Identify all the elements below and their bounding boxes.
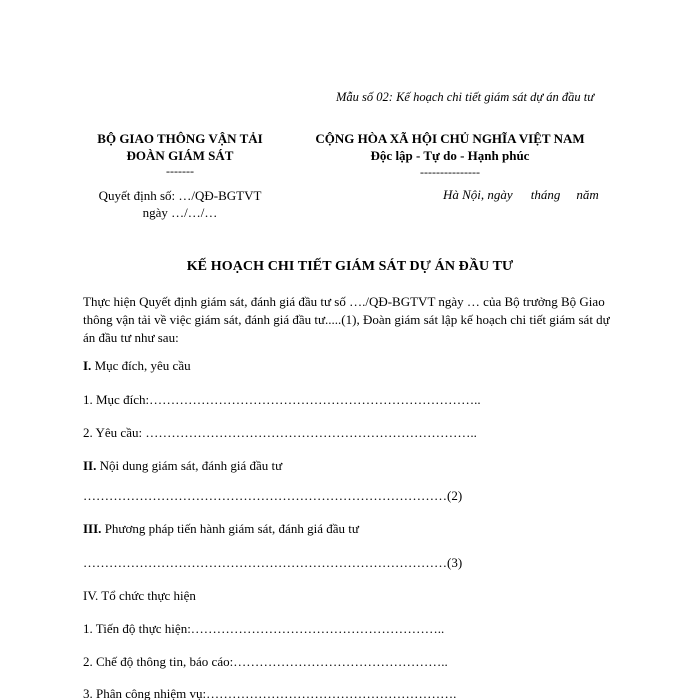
form-number-note: Mẫu số 02: Kế hoạch chi tiết giám sát dự án đầu tư (336, 90, 595, 104)
section-4-heading: IV. Tổ chức thực hiện (83, 588, 196, 603)
decision-number: Quyết định số: …/QĐ-BGTVT (98, 188, 262, 203)
date-month: tháng (530, 187, 561, 202)
national-motto-header (285, 130, 615, 180)
section-3-fill-line: …………………………………………………………………………(3) (83, 555, 463, 570)
section-1-title: Mục đích, yêu cầu (91, 358, 191, 373)
section-2-number: II. (83, 458, 97, 473)
issuing-agency-header (70, 130, 290, 179)
section-1-item-purpose: 1. Mục đích:………………………………………………………………….. (83, 392, 481, 407)
agency-separator: ------- (166, 164, 194, 178)
intro-paragraph: Thực hiện Quyết định giám sát, đánh giá đầu tư số …./QĐ-BGTVT ngày … của Bộ trưởng Bộ Giao thông vận tải về việc giám sát, đánh giá đầu tư.....(1), Đoàn giám sát lập kế hoạch chi tiết giám sát dự án đầu tư như sau: (83, 294, 610, 345)
section-2-title: Nội dung giám sát, đánh giá đầu tư (96, 458, 283, 473)
motto-separator: --------------- (420, 165, 480, 179)
section-1-number: I. (83, 358, 92, 373)
section-1-item-requirement: 2. Yêu cầu: ………………………………………………………………….. (83, 425, 477, 440)
section-3-heading (83, 521, 359, 537)
national-motto: Độc lập - Tự do - Hạnh phúc (370, 148, 530, 163)
decision-date: ngày …/…/… (142, 205, 218, 220)
document-title: KẾ HOẠCH CHI TIẾT GIÁM SÁT DỰ ÁN ĐẦU TƯ (186, 259, 514, 274)
section-4-item-schedule: 1. Tiến độ thực hiện:………………………………………………….. (83, 621, 445, 636)
section-4-item-reporting: 2. Chế độ thông tin, báo cáo:………………………………………….. (83, 654, 448, 669)
section-3-number: III. (83, 521, 102, 536)
section-4-item-assignment: 3. Phân công nhiệm vụ:…………………………………………………. (83, 686, 457, 700)
country-name: CỘNG HÒA XÃ HỘI CHỦ NGHĨA VIỆT NAM (315, 131, 585, 146)
section-1-heading (83, 358, 191, 374)
section-2-fill-line: …………………………………………………………………………(2) (83, 488, 463, 503)
section-3-title: Phương pháp tiến hành giám sát, đánh giá đầu tư (101, 521, 359, 536)
supervision-team-name: ĐOÀN GIÁM SÁT (126, 148, 234, 163)
decision-reference (70, 187, 290, 221)
date-year: năm (576, 187, 599, 202)
place-and-date (443, 187, 599, 203)
section-2-heading (83, 458, 282, 474)
place-day: Hà Nội, ngày (443, 187, 513, 202)
ministry-name: BỘ GIAO THÔNG VẬN TẢI (97, 131, 263, 146)
